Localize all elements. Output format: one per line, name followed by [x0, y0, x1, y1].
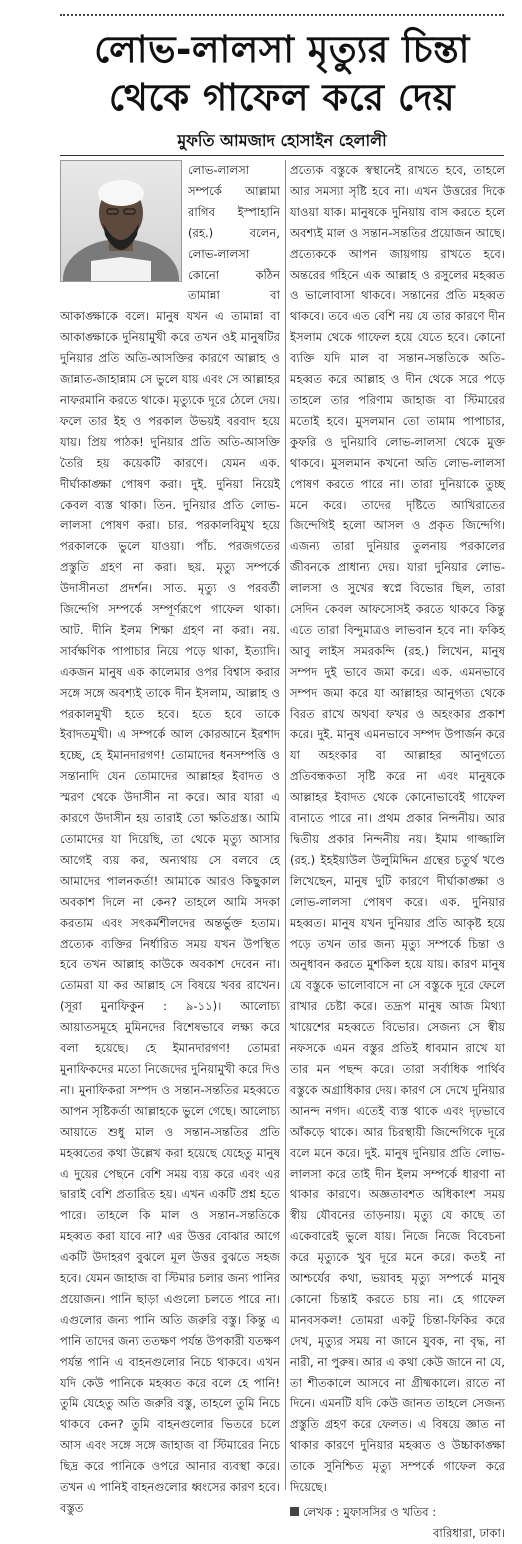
- header-rule: [60, 155, 504, 156]
- top-dotted-border: [60, 14, 504, 16]
- author-portrait-icon: [60, 160, 182, 282]
- column-divider: [285, 160, 286, 1490]
- left-column-text: লোভ-লালসা সম্পর্কে আল্লামা রাগিব ইস্পাহানি (রহ.) বলেন, লোভ-লালসা কোনো কঠিন তামান্না বা আকাঙ্ক্ষাকে বলে। মানুষ যখন এ তামান্না বা আকাঙ্ক্ষাকে দুনিয়ামুখী করে তখন ওই মানুষটির দুনিয়ার প্রতি অতি-আসক্তির কারণে আল্লাহ ও জান্নাত-জাহান্নাম সে ভুলে যায় এবং সে আল্লাহর নাফরমানি করতে থাকে। মৃত্যুকে দূরে ঠেলে দেয়। ফলে তার ইহ ও পরকাল উভয়ই বরবাদ হয়ে যায়। প্রিয় পাঠক! দুনিয়ার প্রতি অতি-আসক্তি তৈরি হয় কয়েকটি কারণে। যেমন এক. দীর্ঘাকাঙ্ক্ষা পোষণ করা। দুই. দুনিয়া নিয়েই কেবল ব্যস্ত থাকা। তিন. দুনিয়ার প্রতি লোভ-লালসা পোষণ করা। চার. পরকালবিমুখ হয়ে পরকালকে ভুলে যাওয়া। পাঁচ. পরজগতের প্রস্তুতি গ্রহণ না করা। ছয়. মৃত্যু সম্পর্কে উদাসীনতা প্রদর্শন। সাত. মৃত্যু ও পরবর্তী জিন্দেগি সম্পর্কে সম্পূর্ণরূপে গাফেল থাকা। আট. দীনি ইলম শিক্ষা গ্রহণ না করা। নয়. সার্বক্ষণিক পাপাচার নিয়ে পড়ে থাকা, ইত্যাদি। একজন মানুষ এক কালেমার ওপর বিশ্বাস করার সঙ্গে সঙ্গে অবশ্যই তাকে দীন ইসলাম, আল্লাহ ও পরকালমুখী হতে হবে। হতে হবে তাকে ইবাদতমুখী। এ সম্পর্কে আল কোরআনে ইরশাদ হচ্ছে, হে ইমানদারগণ! তোমাদের ধনসম্পত্তি ও সন্তানাদি যেন তোমাদের আল্লাহর ইবাদত ও স্মরণ থেকে উদাসীন না করে। আর যারা এ কারণে উদাসীন হয় তারাই তো ক্ষতিগ্রস্ত। আমি তোমাদের যা দিয়েছি, তা থেকে মৃত্যু আসার আগেই ব্যয় কর, অন্যথায় সে বলবে হে আমাদের পালনকর্তা! আমাকে আরও কিছুকাল অবকাশ দিলে না কেন? তাহলে আমি সদকা করতাম এবং সৎকর্মশীলদের অন্তর্ভুক্ত হতাম। প্রত্যেক ব্যক্তির নির্ধারিত সময় যখন উপস্থিত হবে তখন আল্লাহ কাউকে অবকাশ দেবেন না। তোমরা যা কর আল্লাহ সে বিষয়ে খবর রাখেন। (সূরা মুনাফিকুন : ৯-১১)। আলোচ্য আয়াতসমূহে মুমিনদের বিশেষভাবে লক্ষ্য করে বলা হয়েছে। হে ইমানদারগণ! তোমরা মুনাফিকদের মতো নিজেদের দুনিয়ামুখী করে দিও না। মুনাফিকরা সম্পদ ও সন্তান-সন্ততির মহব্বতে আপন সৃষ্টিকর্তা আল্লাহকে ভুলে গেছে। আলোচ্য আয়াতে শুধু মাল ও সন্তান-সন্ততির প্রতি মহব্বতের কথা উল্লেখ করা হয়েছে যেহেতু মানুষ এ দুয়ের পেছনে বেশি সময় ব্যয় করে এবং এর দ্বারাই বেশি প্রতারিত হয়। এখন একটি প্রশ্ন হতে পারে। তাহলে কি মাল ও সন্তান-সন্ততিকে মহব্বত করা যাবে না? এর উত্তর বোঝার আগে একটি উদাহরণ বুঝলে মূল উত্তর বুঝতে সহজ হবে। যেমন জাহাজ বা স্টিমার চলার জন্য পানির প্রয়োজন। পানি ছাড়া এগুলো চলতে পারে না। এগুলোর জন্য পানি অতি জরুরি বস্তু। কিন্তু এ পানি তাদের জন্য ততক্ষণ পর্যন্ত উপকারী যতক্ষণ পর্যন্ত পানি এ বাহনগুলোর নিচে থাকবে। এখন যদি কেউ পানিকে মহব্বত করে বলে হে পানি! তুমি যেহেতু অতি জরুরি বস্তু, তাহলে তুমি নিচে থাকবে কেন? তুমি বাহনগুলোর ভিতরে চলে আস এবং সঙ্গে সঙ্গে জাহাজ বা স্টিমারের নিচে ছিদ্র করে পানিকে ওপরে আনার ব্যবস্থা করে। তখন এ পানিই বাহনগুলোর ধ্বংসের কারণ হবে। বস্তুত: [60, 163, 280, 1515]
- headline-line-1: লোভ-লালসা মৃত্যুর চিন্তা: [94, 28, 470, 71]
- footer-location: বারিধারা, ঢাকা।: [432, 1525, 505, 1540]
- article-headline: [60, 26, 504, 122]
- footer-label: লেখক : মুফাসসির ও খতিব :: [303, 1505, 437, 1519]
- headline-line-2: থেকে গাফেল করে দেয়: [108, 76, 456, 119]
- author-name: মুফতি আমজাদ হোসাইন হেলালী: [177, 131, 387, 150]
- square-bullet-icon: [290, 1507, 299, 1516]
- article-footer: [290, 1502, 505, 1544]
- left-column: [60, 160, 280, 1519]
- right-column-text: প্রত্যেক বস্তুকে স্বস্থানেই রাখতে হবে, তাহলে আর সমস্যা সৃষ্টি হবে না। এখন উত্তরের দিকে যাওয়া যাক। মানুষকে দুনিয়ায় বাস করতে হলে অবশ্যই মাল ও সন্তান-সন্ততির প্রয়োজন আছে। প্রত্যেককে আপন জায়গায় রাখতে হবে। অন্তরের গহিনে এক আল্লাহ ও রসুলের মহব্বত ও ভালোবাসা থাকবে। সন্তানের প্রতি মহব্বত থাকবে। তবে এত বেশি নয় যে তার কারণে দীন ইসলাম থেকে গাফেল হয়ে যেতে হবে। কোনো ব্যক্তি যদি মাল বা সন্তান-সন্ততিকে অতি-মহব্বত করে আল্লাহ ও দীন থেকে সরে পড়ে তাহলে তার পরিণাম জাহাজ বা স্টিমারের মতোই হবে। মুসলমান তো তামাম পাপাচার, কুফরি ও দুনিয়াবি লোভ-লালসা থেকে মুক্ত থাকবে। মুসলমান কখনো অতি লোভ-লালসা পোষণ করতে পারে না। তারা দুনিয়াকে তুচ্ছ মনে করে। তাদের দৃষ্টিতে আখিরাতের জিন্দেগিই হলো আসল ও প্রকৃত জিন্দেগি। এজন্য তারা দুনিয়ার তুলনায় পরকালের জীবনকে প্রাধান্য দেয়। যারা দুনিয়ার লোভ-লালসা ও সুখের স্বপ্নে বিভোর ছিল, তারা সেদিন কেবল আফসোসই করতে থাকবে কিন্তু এতে তারা বিন্দুমাত্রও লাভবান হবে না। ফকিহ আবু লাইস সমরকন্দি (রহ.) লিখেন, মানুষ সম্পদ দুই ভাবে জমা করে। এক. এমনভাবে সম্পদ জমা করে যা আল্লাহর আনুগত্য থেকে বিরত রাখে অথবা ফখর ও অহংকার প্রকাশ করে। দুই. মানুষ এমনভাবে সম্পদ উপার্জন করে যা অহংকার বা আল্লাহর আনুগত্যে প্রতিবন্ধকতা সৃষ্টি করে না এবং মানুষকে আল্লাহর ইবাদত থেকে কোনোভাবেই গাফেল বানাতে পারে না। প্রথম প্রকার নিন্দনীয়। আর দ্বিতীয় প্রকার নিন্দনীয় নয়। ইমাম গাজ্জালি (রহ.) ইহইয়াউল উলুমিদ্দিন গ্রন্থের চতুর্থ খণ্ডে লিখেছেন, মানুষ দুটি কারণে দীর্ঘাকাঙ্ক্ষা ও লোভ-লালসা পোষণ করে। এক. দুনিয়ার মহব্বত। মানুষ যখন দুনিয়ার প্রতি আকৃষ্ট হয়ে পড়ে তখন তার জন্য মৃত্যু সম্পর্কে চিন্তা ও অনুধাবন করতে মুশকিল হয়ে যায়। কারণ মানুষ যে বস্তুকে ভালোবাসে না সে বস্তুকে দূরে ফেলে রাখার চেষ্টা করে। তদ্রূপ মানুষ আজ মিথ্যা খায়েশের মহব্বতে বিভোর। সেজন্য সে স্বীয় নফসকে এমন বস্তুর প্রতিই ধাবমান রাখে যা তার মন পছন্দ করে। তারা সর্বাধিক পার্থিব বস্তুকে অগ্রাধিকার দেয়। কারণ সে দেখে দুনিয়ার আনন্দ নগদ। এতেই ব্যস্ত থাকে এবং দৃঢ়ভাবে আঁকড়ে থাকে। আর চিরস্থায়ী জিন্দেগিকে দূরে বলে মনে করে। দুই. মানুষ দুনিয়ার প্রতি লোভ-লালসা করে তাই দীন ইলম সম্পর্কে ধারণা না থাকার কারণে। অজ্ঞতাবশত অধিকাংশ সময় স্বীয় যৌবনের তাড়নায়। মৃত্যু যে কাছে তা একেবারেই ভুলে যায়। নিজে নিজে বিবেচনা করে মৃত্যুকে খুব দূরে মনে করে। কতই না আশ্চর্যের কথা, ভয়াবহ মৃত্যু সম্পর্কে মানুষ কোনো চিন্তাই করতে চায় না। হে গাফেল মানবসকল! তোমরা একটু চিন্তা-ফিকির করে দেখ, মৃত্যুর সময় না জানে যুবক, না বৃদ্ধ, না নারী, না পুরুষ। আর এ কথা কেউ জানে না যে, তা শীতকালে আসবে না গ্রীষ্মকালে। রাতে না দিনে। এমনটি যদি কেউ জানত তাহলে সেজন্য প্রস্তুতি গ্রহণ করে ফেলত। এ বিষয়ে জ্ঞাত না থাকার কারণে দুনিয়ার মহব্বত ও উচ্চাকাঙ্ক্ষা তাকে সুনিশ্চিত মৃত্যু সম্পর্কে গাফেল করে দিয়েছে।: [290, 163, 505, 1495]
- right-column: [290, 160, 505, 1544]
